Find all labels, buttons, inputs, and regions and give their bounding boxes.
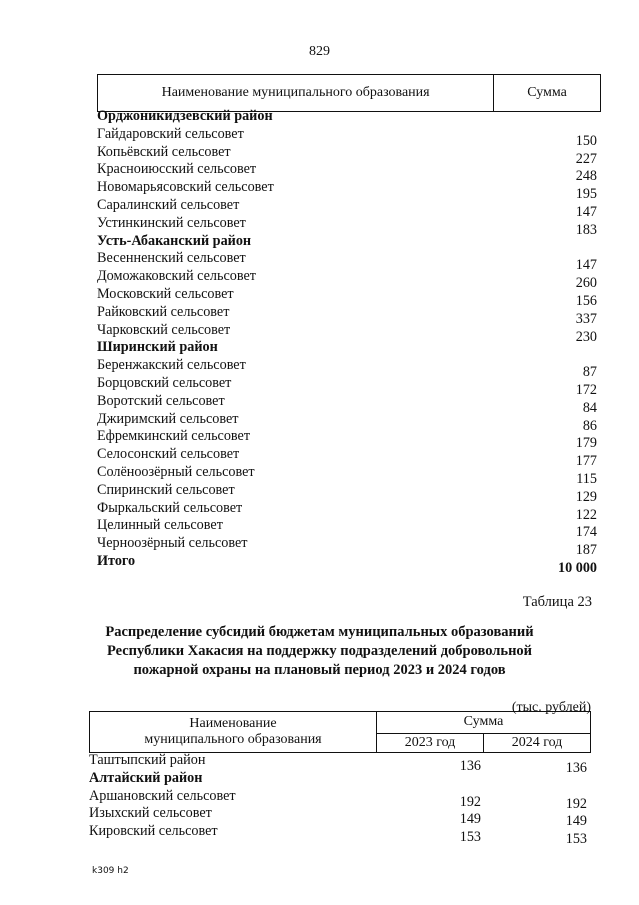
table1-row-label: Московский сельсовет <box>97 285 234 302</box>
table-number: Таблица 23 <box>522 594 592 610</box>
table2-row-2023: 153 <box>459 829 481 846</box>
table2-row <box>89 752 589 776</box>
table1-row-label: Селосонский сельсовет <box>97 446 240 463</box>
table1-row-label: Итого <box>97 552 136 569</box>
table1-row <box>97 428 597 452</box>
table2-row-2023: 136 <box>459 758 481 774</box>
table2-row-2023: 149 <box>459 811 481 828</box>
table2-header-sum: Сумма <box>377 712 591 734</box>
page-number: 829 <box>309 44 330 59</box>
table1-row-value: 177 <box>575 453 597 470</box>
table1-row-value: 172 <box>575 381 597 398</box>
table1-row-value: 10 000 <box>557 559 597 576</box>
table1-row-value: 129 <box>575 488 597 505</box>
table2-row-2024: 192 <box>565 795 587 812</box>
table1-row <box>97 179 597 203</box>
table2-row-label: Изыхский сельсовет <box>89 805 212 822</box>
table1-row <box>97 125 597 149</box>
table2-header-name <box>90 712 377 753</box>
table1-row-value: 183 <box>575 221 597 238</box>
table1-section-row <box>97 233 597 251</box>
table1-row-label: Черноозёрный сельсовет <box>97 535 248 552</box>
table2-row <box>89 805 589 830</box>
table1-row-label: Копьёвский сельсовет <box>97 143 231 160</box>
table1-row-label: Орджоникидзевский район <box>97 108 273 124</box>
table1-row-value: 86 <box>582 417 597 434</box>
table1-row-label: Гайдаровский сельсовет <box>97 125 244 142</box>
table1-row <box>97 285 597 309</box>
table2-title-line: Республики Хакасия на поддержку подразделений добровольной <box>106 643 533 659</box>
table2-row-2024: 153 <box>565 831 587 848</box>
table2-body <box>89 752 589 848</box>
table1-row-value: 150 <box>575 132 597 149</box>
table2-row <box>89 787 589 812</box>
table1-row <box>97 392 597 416</box>
table1-row-label: Солёноозёрный сельсовет <box>97 463 255 480</box>
table1-row-label: Усть-Абаканский район <box>97 232 252 249</box>
table1-row-value: 195 <box>575 186 597 203</box>
table1-header-sum: Сумма <box>494 75 601 112</box>
table1-row <box>97 250 597 274</box>
table1-header-name: Наименование муниципального образования <box>98 75 494 112</box>
table1-row-label: Весенненский сельсовет <box>97 250 246 267</box>
table2-row-label: Алтайский район <box>89 769 203 786</box>
table1-row-value: 227 <box>575 150 597 167</box>
table1-row <box>97 161 597 185</box>
table1-row <box>97 268 597 292</box>
table1-row-value: 260 <box>575 275 597 292</box>
table1-header <box>97 74 601 112</box>
table1-row-label: Райковский сельсовет <box>97 303 230 320</box>
table2-section-row <box>89 770 589 788</box>
table1-row-value: 147 <box>575 203 597 220</box>
table1-row-label: Ширинский район <box>97 339 218 356</box>
table1-row-value: 174 <box>575 524 597 541</box>
table2-row-label: Кировский сельсовет <box>89 823 218 840</box>
table1-row <box>97 321 597 345</box>
table1-row <box>97 303 597 327</box>
table2-title-line: пожарной охраны на плановый период 2023 и 2024 годов <box>133 662 506 678</box>
table1-row <box>97 214 597 238</box>
table1-row <box>97 463 597 487</box>
table2-header-2023: 2023 год <box>377 733 484 752</box>
table1-row-value: 115 <box>576 470 597 487</box>
table2-row-label: Таштыпский район <box>89 752 206 768</box>
table2-row-2024: 149 <box>565 813 587 830</box>
table2-row-label: Аршановский сельсовет <box>89 787 236 804</box>
table1-row-value: 147 <box>575 257 597 274</box>
table1-row <box>97 446 597 470</box>
table1-section-row <box>97 552 597 576</box>
table1-row-label: Красноиюсский сельсовет <box>97 161 257 178</box>
table1-row-label: Саралинский сельсовет <box>97 196 240 213</box>
table1-row-label: Устинкинский сельсовет <box>97 214 246 231</box>
table2-title-line: Распределение субсидий бюджетам муниципальных образований <box>105 624 534 640</box>
table1-row-value: 122 <box>575 506 597 523</box>
table1-row-label: Беренжакский сельсовет <box>97 357 246 374</box>
table2-title <box>0 623 639 680</box>
table1-row <box>97 196 597 220</box>
table2-row-2024: 136 <box>565 760 587 776</box>
table1-row <box>97 374 597 398</box>
table1-row <box>97 410 597 434</box>
table1-row <box>97 517 597 541</box>
table1-row-label: Целинный сельсовет <box>97 517 223 534</box>
table2-header-2024: 2024 год <box>484 733 591 752</box>
table1-row-label: Новомарьясовский сельсовет <box>97 179 274 196</box>
footer-code: k309 h2 <box>92 866 129 876</box>
table1-row-value: 87 <box>582 364 597 381</box>
table1-row-label: Ефремкинский сельсовет <box>97 428 251 445</box>
table1-row <box>97 481 597 505</box>
table1-row-value: 337 <box>575 310 597 327</box>
table1-row-label: Воротский сельсовет <box>97 392 225 409</box>
table2-row-2023: 192 <box>459 793 481 810</box>
table1-row <box>97 357 597 381</box>
table2-header <box>89 711 591 753</box>
table1-row-label: Доможаковский сельсовет <box>97 268 256 285</box>
table1-body <box>97 108 597 576</box>
table2-row <box>89 823 589 848</box>
table2-header-name-line2: муниципального образования <box>144 732 322 747</box>
unit-note: (тыс. рублей) <box>511 700 591 715</box>
table1-section-row <box>97 339 597 357</box>
table1-row-value: 156 <box>575 292 597 309</box>
table1-section-row <box>97 108 597 126</box>
table1-row-value: 230 <box>575 328 597 345</box>
table1-row-label: Джиримский сельсовет <box>97 410 239 427</box>
table2-header-name-line1: Наименование <box>189 716 277 731</box>
table1-row-value: 179 <box>575 435 597 452</box>
table1-row-value: 248 <box>575 168 597 185</box>
table1-row-value: 84 <box>582 399 597 416</box>
table1-row <box>97 535 597 559</box>
table1-row-label: Чарковский сельсовет <box>97 321 231 338</box>
table1-row <box>97 499 597 523</box>
table1-row-label: Фыркальский сельсовет <box>97 499 243 516</box>
table1-row-value: 187 <box>575 542 597 559</box>
table1-row <box>97 143 597 167</box>
table1-row-label: Спиринский сельсовет <box>97 481 235 498</box>
table1-row-label: Борцовский сельсовет <box>97 374 232 391</box>
